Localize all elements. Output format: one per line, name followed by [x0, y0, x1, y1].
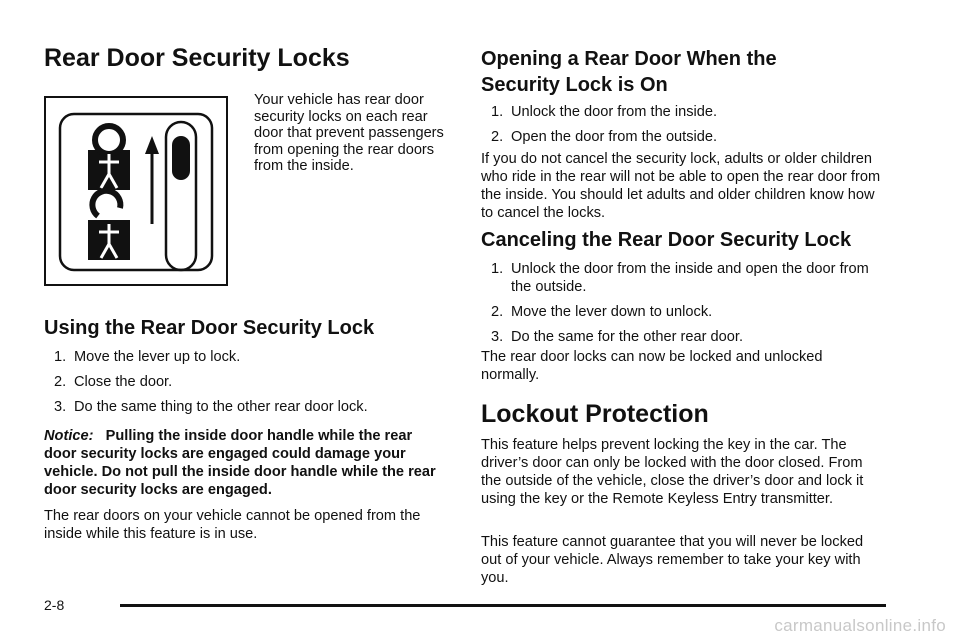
page-number: 2-8 — [44, 597, 65, 613]
footer-divider — [120, 604, 886, 607]
list-item: 1. Unlock the door from the inside. — [491, 104, 718, 120]
notice-paragraph — [44, 427, 444, 499]
watermark: carmanualsonline.info — [774, 616, 946, 635]
canceling-steps-list — [481, 260, 881, 353]
list-item: 2. Close the door. — [54, 374, 173, 390]
list-item: 1. Unlock the door from the inside and open the door from the outside. — [491, 261, 869, 295]
page-title: Rear Door Security Locks — [44, 44, 350, 72]
section-heading-lockout: Lockout Protection — [481, 400, 709, 428]
section-heading-opening: Opening a Rear Door When the Security Lock is On — [481, 48, 777, 96]
list-item: 3. Do the same thing to the other rear door lock. — [54, 399, 368, 415]
list-item: 1. Move the lever up to lock. — [54, 349, 241, 365]
body-paragraph: The rear door locks can now be locked and unlocked normally. — [481, 349, 823, 383]
body-paragraph: The rear doors on your vehicle cannot be opened from the inside while this feature is in use. — [44, 508, 421, 542]
figure-caption: Your vehicle has rear door security locks on each rear door that prevent passengers from opening the rear doors from the inside. — [254, 92, 444, 174]
body-paragraph: This feature cannot guarantee that you will never be locked out of your vehicle. Always remember to take your key with you. — [481, 534, 864, 586]
list-item: 3. Do the same for the other rear door. — [491, 329, 744, 345]
list-item: 2. Move the lever down to unlock. — [491, 304, 713, 320]
lock-lever-figure — [44, 96, 228, 286]
notice-text: Pulling the inside door handle while the rear door security locks are engaged could damage your vehicle. Do not pull the inside door handle while the rear door security locks are engaged. — [44, 428, 436, 498]
body-paragraph: This feature helps prevent locking the key in the car. The driver’s door can only be locked with the door closed. From the outside of the vehicle, close the driver’s door and lock it using the key or the Remote Keyless Entry transmitter. — [481, 437, 864, 507]
notice-label: Notice: — [44, 428, 94, 444]
using-steps-list — [44, 348, 444, 423]
body-paragraph: If you do not cancel the security lock, adults or older children who ride in the rear will not be able to open the rear door from the inside. You should let adults and older children know how to cancel the locks. — [481, 151, 881, 221]
opening-steps-list — [481, 103, 901, 153]
section-heading-using: Using the Rear Door Security Lock — [44, 317, 375, 339]
section-heading-canceling: Canceling the Rear Door Security Lock — [481, 229, 852, 251]
lock-diagram-icon — [46, 98, 226, 284]
list-item: 2. Open the door from the outside. — [491, 129, 718, 145]
